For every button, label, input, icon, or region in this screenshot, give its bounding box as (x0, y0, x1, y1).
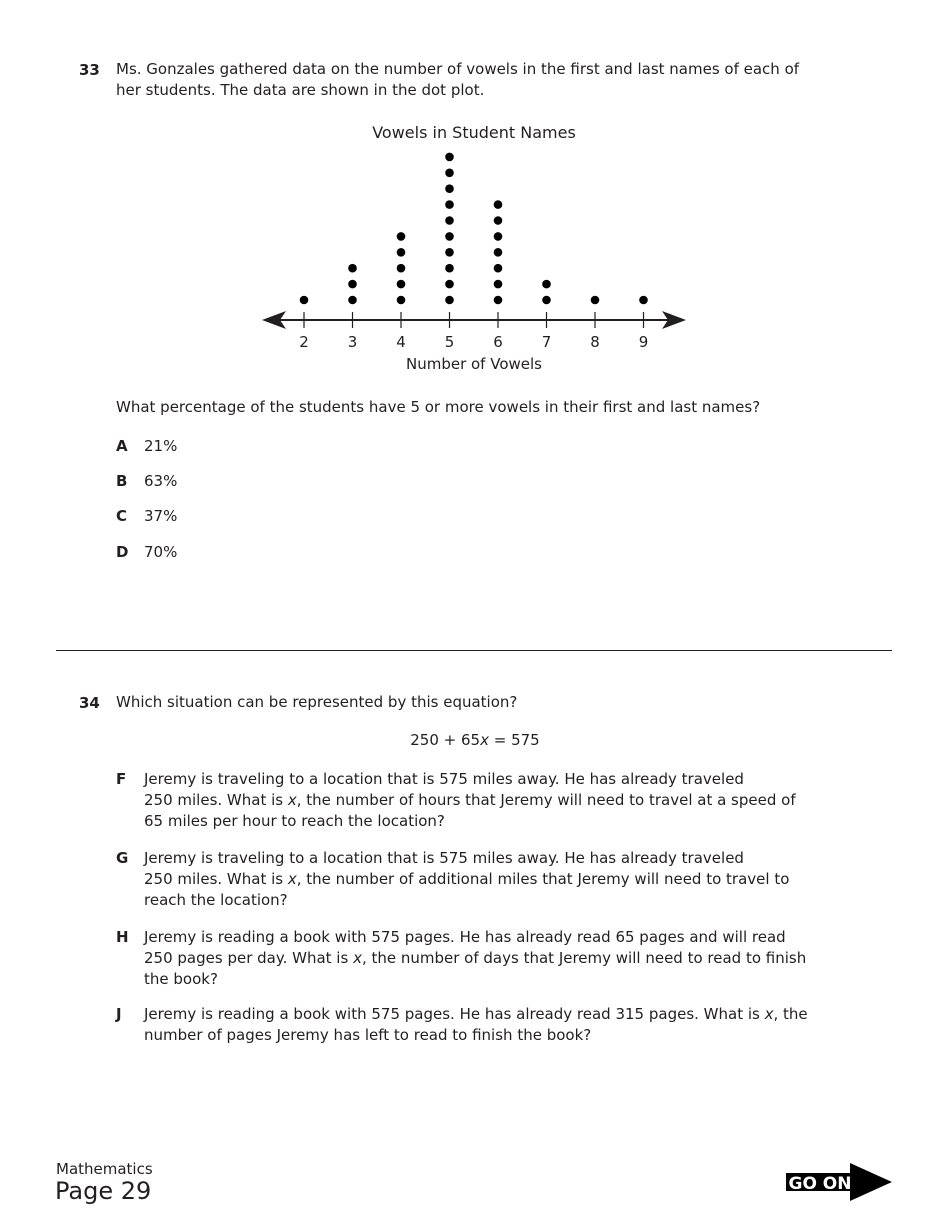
option-text-line: 250 miles. What is x, the number of additional miles that Jeremy will need to travel to (144, 870, 790, 888)
data-dot (397, 248, 406, 257)
data-dot (494, 200, 503, 209)
data-dot (445, 153, 454, 162)
option-text-line: Jeremy is traveling to a location that is 575 miles away. He has already traveled (144, 770, 744, 788)
data-dot (397, 280, 406, 289)
go-on-label: GO ON (788, 1174, 852, 1194)
question-33-number: 33 (79, 61, 100, 79)
data-dot (639, 296, 648, 305)
option-letter: J (116, 1005, 122, 1023)
data-dot (348, 296, 357, 305)
option-letter: D (116, 543, 129, 561)
option-text-line: reach the location? (144, 891, 288, 909)
data-dot (300, 296, 309, 305)
section-divider (56, 650, 892, 651)
chart-title: Vowels in Student Names (372, 123, 576, 142)
option-text-line: Jeremy is reading a book with 575 pages. He has already read 65 pages and will read (144, 928, 786, 946)
x-tick-label: 3 (347, 333, 358, 351)
question-33-stem-line-1: Ms. Gonzales gathered data on the number of vowels in the first and last names of each of (116, 60, 800, 78)
option-text-line: 250 pages per day. What is x, the number of days that Jeremy will need to read to finish (144, 949, 807, 967)
option-text (144, 1004, 808, 1046)
x-tick-label: 9 (638, 333, 649, 351)
data-dot (348, 280, 357, 289)
option-letter: G (116, 849, 129, 867)
data-dot (494, 216, 503, 225)
data-dot (445, 264, 454, 273)
x-tick-label: 2 (299, 333, 309, 351)
data-dot (445, 169, 454, 178)
option-text (144, 848, 789, 911)
data-dot (348, 264, 357, 273)
data-dot (591, 296, 600, 305)
option-text-line: 250 miles. What is x, the number of hours that Jeremy will need to travel at a speed of (144, 791, 796, 809)
data-dot (445, 232, 454, 241)
question-33-stem-line-2: her students. The data are shown in the dot plot. (116, 81, 485, 99)
x-tick-label: 6 (493, 333, 503, 351)
equation: 250 + 65x = 575 (410, 731, 540, 749)
data-dot (445, 280, 454, 289)
x-tick-label: 8 (590, 333, 600, 351)
option-letter: B (116, 472, 128, 490)
data-dot (494, 264, 503, 273)
option-letter: H (116, 928, 129, 946)
option-text (144, 927, 806, 990)
option-letter: A (116, 437, 128, 455)
question-34-number: 34 (79, 694, 100, 712)
data-dot (397, 296, 406, 305)
option-text: 37% (144, 507, 178, 525)
x-tick-label: 7 (541, 333, 552, 351)
data-dot (494, 296, 503, 305)
x-tick-label: 4 (396, 333, 406, 351)
data-dot (494, 280, 503, 289)
data-dot (542, 296, 551, 305)
option-text (144, 769, 796, 832)
option-text-line: Jeremy is traveling to a location that is 575 miles away. He has already traveled (144, 849, 744, 867)
question-34-stem: Which situation can be represented by this equation? (116, 693, 518, 711)
page-number: Page 29 (55, 1177, 152, 1205)
option-text-line: 65 miles per hour to reach the location? (144, 812, 445, 830)
data-dot (445, 216, 454, 225)
option-text: 63% (144, 472, 178, 490)
x-axis-label: Number of Vowels (405, 355, 543, 373)
go-on-arrow-icon (786, 1163, 894, 1201)
option-text: 70% (144, 543, 178, 561)
question-33-prompt: What percentage of the students have 5 or more vowels in their first and last names? (116, 398, 761, 416)
footer-subject: Mathematics (56, 1160, 153, 1178)
option-letter: F (116, 770, 127, 788)
data-dot (445, 184, 454, 193)
data-dot (445, 248, 454, 257)
option-text-line: the book? (144, 970, 218, 988)
option-text-line: Jeremy is reading a book with 575 pages. He has already read 315 pages. What is x, the (144, 1005, 808, 1023)
data-dot (494, 248, 503, 257)
option-text: 21% (144, 437, 178, 455)
data-dot (542, 280, 551, 289)
dot-plot-chart (240, 118, 710, 383)
data-dot (397, 264, 406, 273)
x-tick-label: 5 (444, 333, 455, 351)
option-text-line: number of pages Jeremy has left to read to finish the book? (144, 1026, 592, 1044)
data-dot (445, 296, 454, 305)
option-letter: C (116, 507, 128, 525)
data-dot (494, 232, 503, 241)
data-dot (445, 200, 454, 209)
data-dot (397, 232, 406, 241)
